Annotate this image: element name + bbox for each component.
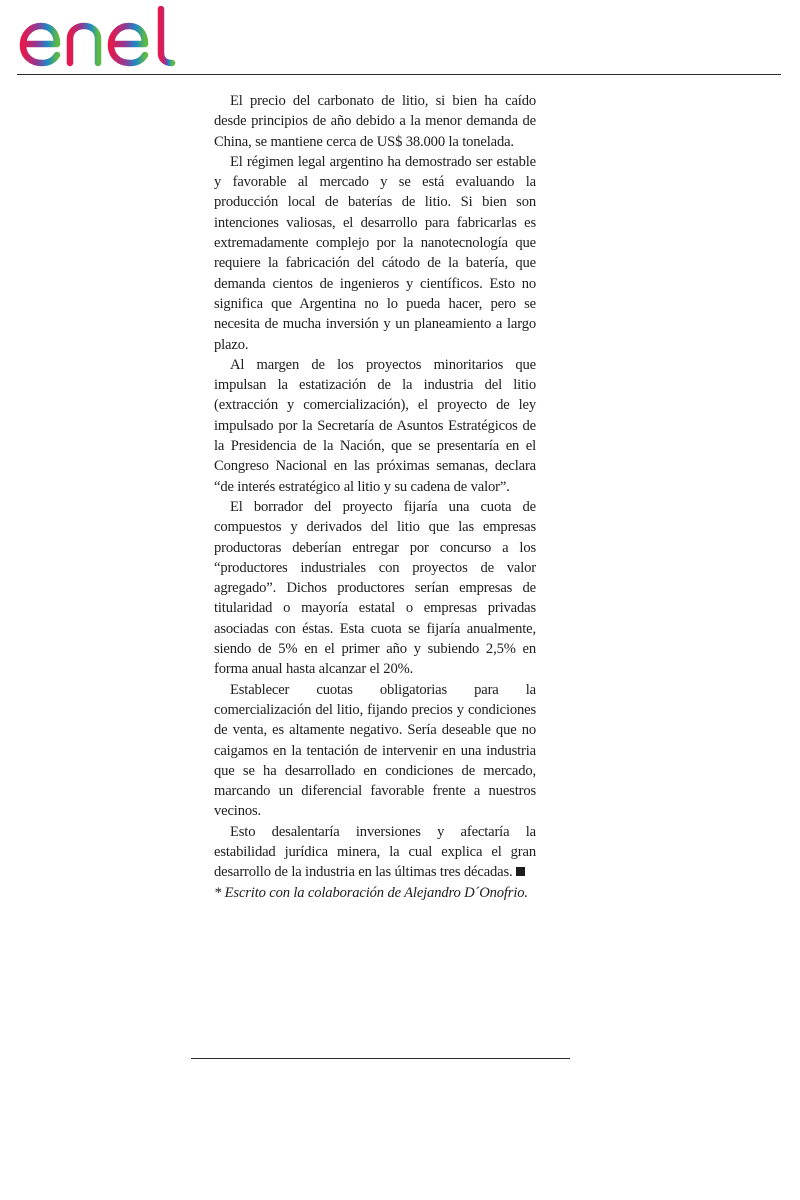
end-of-article-mark bbox=[516, 867, 525, 876]
footer-divider bbox=[191, 1058, 570, 1059]
article-paragraph: El precio del carbonato de litio, si bien ha caído desde principios de año debido a la menor demanda de China, se mantiene cerca de US$ 38.000 la tonelada. bbox=[214, 93, 536, 150]
article-body bbox=[214, 91, 536, 903]
enel-logo bbox=[16, 6, 182, 68]
header-divider bbox=[17, 74, 781, 75]
article-paragraph: El borrador del proyecto fijaría una cuota de compuestos y derivados del litio que las empresas productoras deberían entregar por concurso a los “productores industriales con proyectos de valor agregado”. Dichos productores serían empresas de titularidad o mayoría estatal o empresas privadas asociadas con éstas. Esta cuota se fijaría anualmente, siendo de 5% en el primer año y subiendo 2,5% en forma anual hasta alcanzar el 20%. bbox=[214, 498, 536, 678]
article-paragraph-text: Esto desalentaría inversiones y afectaría la estabilidad jurídica minera, la cual explica el gran desarrollo de la industria en las últimas tres décadas. bbox=[214, 823, 536, 881]
article-paragraph: Al margen de los proyectos minoritarios que impulsan la estatización de la industria del litio (extracción y comercialización), el proyecto de ley impulsado por la Secretaría de Asuntos Estratégicos de la Presidencia de la Nación, que se presentaría en el Congreso Nacional en las próximas semanas, declara “de interés estratégico al litio y su cadena de valor”. bbox=[214, 356, 536, 495]
article-last-paragraph bbox=[214, 822, 536, 883]
article-paragraph: El régimen legal argentino ha demostrado ser estable y favorable al mercado y se está evaluando la producción local de baterías de litio. Si bien son intenciones valiosas, el desarrollo para fabricarlas es extremadamente complejo por la nanotecnología que requiere la fabricación del cátodo de la batería, que demanda cientos de ingenieros y científicos. Esto no significa que Argentina no lo pueda hacer, pero se necesita de mucha inversión y un planeamiento a largo plazo. bbox=[214, 153, 536, 353]
article-footnote: * Escrito con la colaboración de Alejandro D´Onofrio. bbox=[214, 884, 528, 901]
article-paragraph: Establecer cuotas obligatorias para la comercialización del litio, fijando precios y condiciones de venta, es altamente negativo. Sería deseable que no caigamos en la tentación de intervenir en una industria que se ha desarrollado en condiciones de mercado, marcando un diferencial favorable frente a nuestros vecinos. bbox=[214, 681, 536, 820]
